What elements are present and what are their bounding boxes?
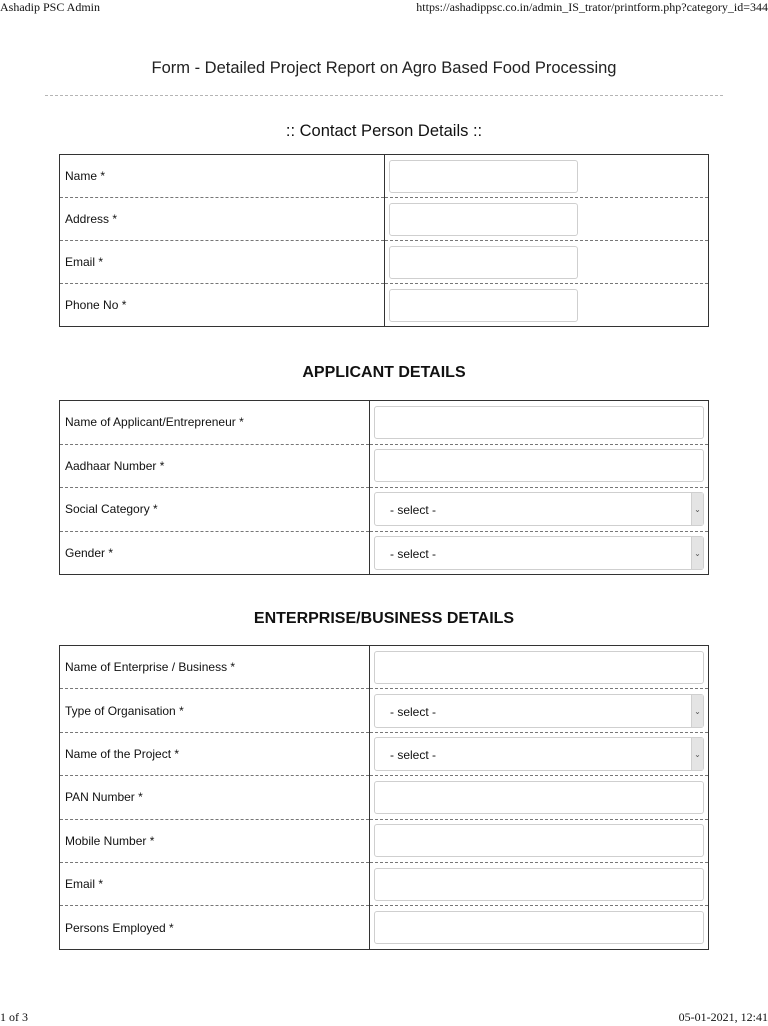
applicant-section-title: APPLICANT DETAILS bbox=[302, 364, 466, 381]
select-value: - select - bbox=[390, 546, 437, 561]
contact-email-input[interactable] bbox=[389, 246, 578, 279]
project-name-select[interactable] bbox=[374, 737, 704, 771]
chevron-down-icon[interactable]: ⌄ bbox=[691, 493, 703, 525]
form-row bbox=[60, 906, 709, 949]
enterprise-email-input[interactable] bbox=[374, 868, 704, 901]
chevron-down-icon[interactable]: ⌄ bbox=[691, 695, 703, 727]
print-header bbox=[0, 0, 768, 16]
enterprise-name-input[interactable] bbox=[374, 651, 704, 684]
print-page-url: https://ashadippsc.co.in/admin_IS_trator/printform.php?category_id=344 bbox=[416, 0, 768, 14]
organisation-type-select[interactable] bbox=[374, 694, 704, 728]
applicant-details-table bbox=[59, 400, 709, 575]
field-label: Mobile Number * bbox=[60, 819, 370, 862]
form-row bbox=[60, 488, 709, 532]
select-value: - select - bbox=[390, 503, 437, 518]
form-row bbox=[60, 776, 709, 819]
field-label: Email * bbox=[60, 862, 370, 905]
field-label: Social Category * bbox=[60, 488, 370, 532]
field-label: Type of Organisation * bbox=[60, 689, 370, 732]
pan-number-input[interactable] bbox=[374, 781, 704, 814]
contact-details-table bbox=[59, 154, 709, 327]
contact-phone-input[interactable] bbox=[389, 289, 578, 322]
chevron-down-icon[interactable]: ⌄ bbox=[691, 738, 703, 770]
form-row bbox=[60, 198, 709, 241]
contact-section-title: :: Contact Person Details :: bbox=[285, 122, 483, 140]
field-label: Gender * bbox=[60, 531, 370, 575]
enterprise-details-table bbox=[59, 645, 709, 950]
print-datetime: 05-01-2021, 12:41 bbox=[678, 1010, 768, 1024]
social-category-select[interactable] bbox=[374, 492, 704, 526]
form-row bbox=[60, 732, 709, 775]
print-site-name: Ashadip PSC Admin bbox=[0, 0, 101, 14]
title-divider bbox=[45, 95, 723, 96]
select-value: - select - bbox=[390, 704, 437, 719]
field-label: Aadhaar Number * bbox=[60, 444, 370, 488]
contact-name-input[interactable] bbox=[389, 160, 578, 193]
enterprise-section-title: ENTERPRISE/BUSINESS DETAILS bbox=[253, 610, 515, 627]
field-label: Name of the Project * bbox=[60, 732, 370, 775]
form-row bbox=[60, 819, 709, 862]
contact-address-input[interactable] bbox=[389, 203, 578, 236]
persons-employed-input[interactable] bbox=[374, 911, 704, 944]
mobile-number-input[interactable] bbox=[374, 824, 704, 857]
form-row bbox=[60, 646, 709, 689]
form-row bbox=[60, 284, 709, 327]
form-row bbox=[60, 531, 709, 575]
applicant-name-input[interactable] bbox=[374, 406, 704, 439]
field-label: Name of Applicant/Entrepreneur * bbox=[60, 401, 370, 445]
field-label: Email * bbox=[60, 241, 385, 284]
field-label: Phone No * bbox=[60, 284, 385, 327]
form-row bbox=[60, 444, 709, 488]
form-row bbox=[60, 862, 709, 905]
select-value: - select - bbox=[390, 747, 437, 762]
field-label: Name of Enterprise / Business * bbox=[60, 646, 370, 689]
field-label: PAN Number * bbox=[60, 776, 370, 819]
gender-select[interactable] bbox=[374, 536, 704, 570]
field-label: Name * bbox=[60, 155, 385, 198]
field-label: Persons Employed * bbox=[60, 906, 370, 949]
form-title: Form - Detailed Project Report on Agro Based Food Processing bbox=[151, 59, 617, 77]
chevron-down-icon[interactable]: ⌄ bbox=[691, 537, 703, 569]
form-row bbox=[60, 689, 709, 732]
form-row bbox=[60, 241, 709, 284]
form-row bbox=[60, 155, 709, 198]
aadhaar-number-input[interactable] bbox=[374, 449, 704, 482]
field-label: Address * bbox=[60, 198, 385, 241]
page-number: 1 of 3 bbox=[0, 1010, 28, 1024]
form-row bbox=[60, 401, 709, 445]
